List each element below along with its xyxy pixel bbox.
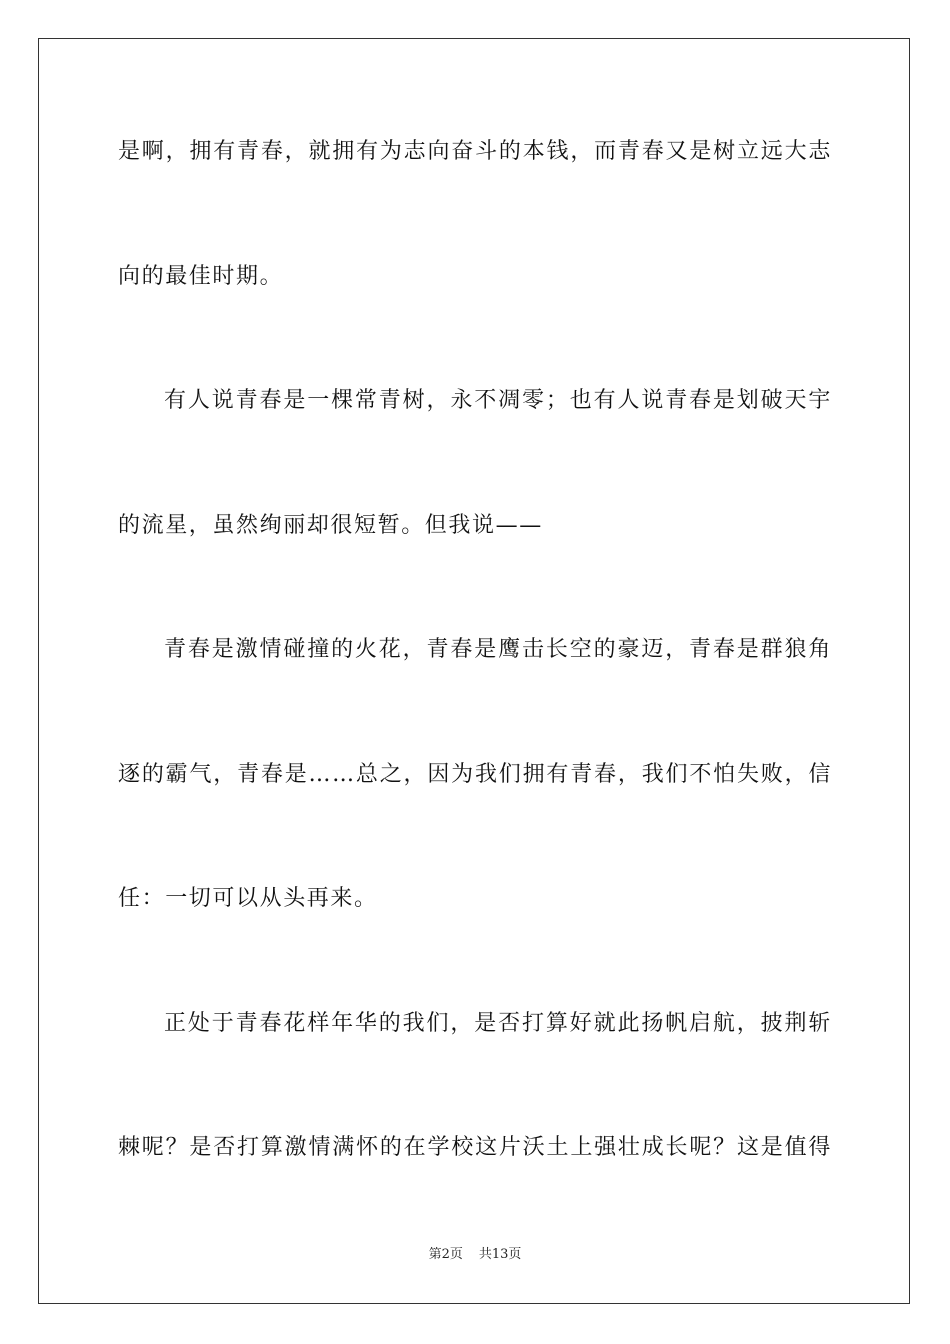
paragraph-line: 有人说青春是一棵常青树，永不凋零；也有人说青春是划破天宇 bbox=[164, 388, 832, 413]
page-border bbox=[38, 38, 910, 1304]
paragraph-line: 的流星，虽然绚丽却很短暂。但我说—— bbox=[118, 513, 543, 538]
paragraph-line: 逐的霸气，青春是……总之，因为我们拥有青春，我们不怕失败，信 bbox=[118, 762, 832, 787]
paragraph-line: 是啊，拥有青春，就拥有为志向奋斗的本钱，而青春又是树立远大志 bbox=[118, 139, 832, 164]
page-footer bbox=[0, 1246, 950, 1264]
paragraph-line: 棘呢？是否打算激情满怀的在学校这片沃土上强壮成长呢？这是值得 bbox=[118, 1135, 832, 1160]
page-total: 共13页 bbox=[478, 1247, 522, 1262]
paragraph-line: 任：一切可以从头再来。 bbox=[118, 886, 378, 911]
paragraph-line: 向的最佳时期。 bbox=[118, 264, 284, 289]
paragraph-line: 青春是激情碰撞的火花，青春是鹰击长空的豪迈，青春是群狼角 bbox=[164, 637, 832, 662]
paragraph-line: 正处于青春花样年华的我们，是否打算好就此扬帆启航，披荆斩 bbox=[164, 1011, 832, 1036]
page-number: 第2页 bbox=[428, 1247, 463, 1262]
